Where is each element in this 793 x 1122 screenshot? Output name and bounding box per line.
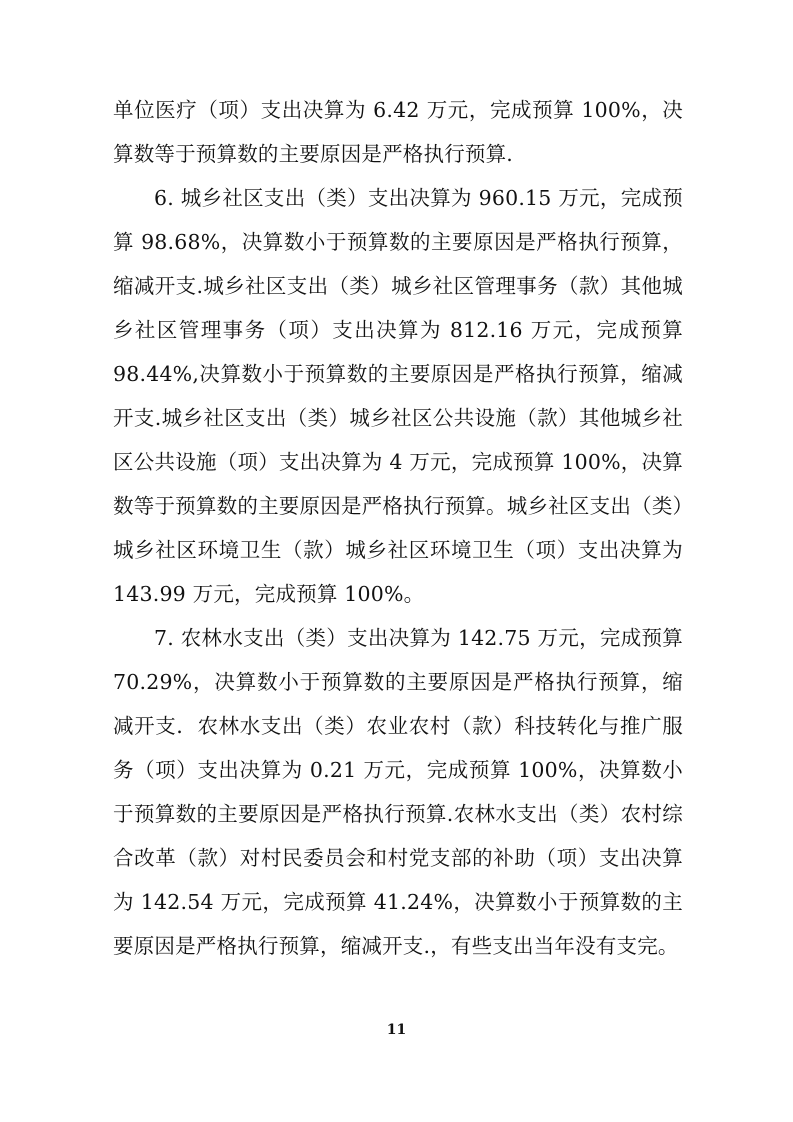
paragraph-1: 单位医疗（项）支出决算为 6.42 万元，完成预算 100%，决算数等于预算数的主要原因是严格执行预算.	[113, 98, 683, 166]
paragraph-3: 7. 农林水支出（类）支出决算为 142.75 万元，完成预算 70.29%，决算数小于预算数的主要原因是严格执行预算，缩减开支．农林水支出（类）农业农村（款）科技转化与推广服务（项）支出决算为 0.21 万元，完成预算 100%，决算数小于预算数的主要原因是严格执行预算.农林水支出（类）农村综合改革（款）对村民委员会和村党支部的补助（项）支出决算为 142.54 万元，完成预算 41.24%，决算数小于预算数的主要原因是严格执行预算，缩减开支.，有些支出当年没有支完。	[113, 626, 683, 958]
document-body	[113, 88, 683, 968]
page-number: 11	[386, 1022, 407, 1038]
paragraph-2: 6. 城乡社区支出（类）支出决算为 960.15 万元，完成预算 98.68%，决算数小于预算数的主要原因是严格执行预算，缩减开支.城乡社区支出（类）城乡社区管理事务（款）其他城乡社区管理事务（项）支出决算为 812.16 万元，完成预算 98.44%,决算数小于预算数的主要原因是严格执行预算，缩减开支.城乡社区支出（类）城乡社区公共设施（款）其他城乡社区公共设施（项）支出决算为 4 万元，完成预算 100%，决算数等于预算数的主要原因是严格执行预算。城乡社区支出（类）城乡社区环境卫生（款）城乡社区环境卫生（项）支出决算为 143.99 万元，完成预算 100%。	[113, 186, 683, 606]
